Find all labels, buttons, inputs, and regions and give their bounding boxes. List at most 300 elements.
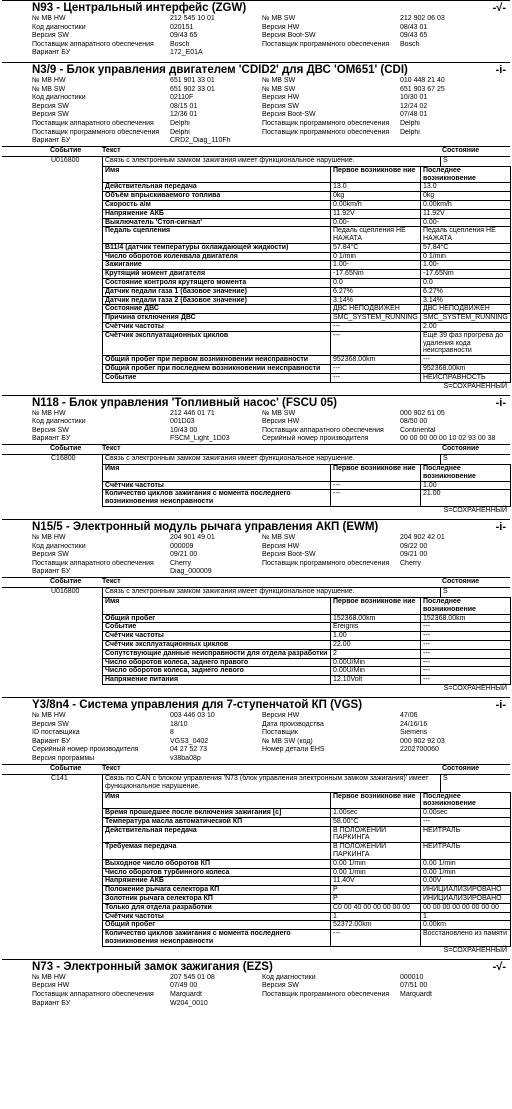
meta-label: Версия HW	[262, 418, 300, 426]
details-row	[103, 192, 511, 201]
detail-value: 2.00	[421, 323, 511, 332]
event-row	[2, 156, 510, 166]
details-row	[103, 903, 511, 912]
detail-value: 00 00 00 00 00 00 00 00	[421, 903, 511, 912]
detail-name: Датчик педали газа 1 (базовое значение)	[103, 287, 331, 296]
meta-row	[2, 410, 510, 419]
details-row	[103, 632, 511, 641]
detail-name: Счётчик частоты	[103, 323, 331, 332]
meta-value: v38ba08p	[170, 754, 201, 762]
event-row	[2, 774, 510, 792]
detail-name: Причина отключения ДВС	[103, 314, 331, 323]
meta-label: Серийный номер производителя	[262, 435, 369, 443]
meta-label: Вариант БУ	[32, 568, 71, 576]
detail-value: 0.00km	[421, 921, 511, 930]
detail-value: 11.92V	[331, 209, 421, 218]
meta-label: Поставщик аппаратного обеспечения	[32, 559, 154, 567]
meta-value: 000 902 92 03	[400, 737, 445, 745]
meta-value: Bosch	[400, 40, 420, 48]
detail-value: ---	[421, 640, 511, 649]
event-text: Связь с электронным замком зажигания имеет функциональное нарушение.	[102, 157, 440, 166]
meta-value: 207 545 01 08	[170, 973, 215, 981]
detail-value: P	[331, 895, 421, 904]
ecu-meta	[2, 974, 510, 1008]
details-row	[103, 243, 511, 252]
detail-value: ---	[421, 632, 511, 641]
details-row	[103, 877, 511, 886]
meta-value: 00 00 00 00 00 10 02 93 00 38	[400, 435, 496, 443]
event-state: S	[440, 157, 511, 166]
meta-label: № MB HW	[32, 409, 66, 417]
meta-row	[2, 15, 510, 24]
meta-value: 651 901 33 01	[170, 76, 215, 84]
saved-legend: S=СОХРАНЕННЫЙ	[443, 684, 507, 692]
detail-value: 0.00sec	[421, 809, 511, 818]
event-col-label: Событие	[50, 146, 82, 154]
meta-value: Cherry	[400, 559, 422, 567]
event-code: U016800	[51, 587, 80, 595]
details-row	[103, 279, 511, 288]
detail-value: ---	[331, 930, 421, 947]
event-col-label: Событие	[50, 577, 82, 585]
meta-row	[2, 551, 510, 560]
meta-value: Delphi	[400, 128, 420, 136]
detail-name: Действительная передача	[103, 826, 331, 843]
detail-value: ---	[421, 676, 511, 685]
meta-row	[2, 129, 510, 138]
details-row	[103, 200, 511, 209]
details-row	[103, 296, 511, 305]
detail-name: Количество циклов зажигания с момента последнего возникновения неисправности	[103, 930, 331, 947]
detail-name: Выходное число оборотов КП	[103, 859, 331, 868]
ecu-title: N73 - Электронный замок зажигания (EZS)	[32, 960, 273, 973]
meta-value: Marquardt	[170, 991, 202, 999]
detail-name: Общий пробег	[103, 614, 331, 623]
meta-row	[2, 729, 510, 738]
detail-value: 6.27%	[331, 287, 421, 296]
meta-row	[2, 86, 510, 95]
meta-label: Код диагностики	[32, 542, 86, 550]
meta-label: Вариант БУ	[32, 137, 71, 145]
meta-value: Delphi	[400, 119, 420, 127]
meta-value: 09/21 00	[400, 551, 428, 559]
meta-value: 02110F	[170, 94, 194, 102]
saved-legend: S=СОХРАНЕННЫЙ	[443, 946, 507, 954]
meta-row	[2, 427, 510, 436]
meta-row	[2, 120, 510, 129]
detail-value: НЕИСПРАВНОСТЬ	[421, 373, 511, 382]
meta-value: 204 902 42 01	[400, 534, 445, 541]
meta-value: Continental	[400, 426, 436, 434]
ecu-status-icon: -√-	[492, 960, 506, 973]
meta-label: Вариант БУ	[32, 49, 71, 57]
meta-value: 04 27 52 73	[170, 746, 207, 754]
meta-label: ID поставщика	[32, 729, 80, 737]
event-header	[2, 765, 510, 774]
detail-value: ---	[421, 623, 511, 632]
meta-row	[2, 560, 510, 569]
details-row	[103, 261, 511, 270]
details-row	[103, 227, 511, 244]
meta-value: 2202700060	[400, 746, 439, 754]
meta-row	[2, 568, 510, 577]
meta-label: Версия SW	[32, 32, 69, 40]
meta-label: Дата производства	[262, 720, 324, 728]
ecu-meta	[2, 410, 510, 444]
meta-value: 10/43 00	[170, 426, 198, 434]
meta-value: 09/22 00	[400, 542, 428, 550]
meta-row	[2, 24, 510, 33]
detail-value: НЕЙТРАЛЬ	[421, 843, 511, 860]
details-header-cell: Первое возникнове ние	[331, 597, 421, 614]
meta-row	[2, 77, 510, 86]
event-code: U016800	[51, 156, 80, 164]
details-row	[103, 921, 511, 930]
meta-value: 07/48 01	[400, 111, 428, 119]
detail-value: 0.00V	[421, 877, 511, 886]
meta-row	[2, 137, 510, 146]
meta-label: Номер детали EHS	[262, 746, 325, 754]
meta-label: Поставщик аппаратного обеспечения	[32, 119, 154, 127]
text-col-label: Текст	[102, 764, 121, 772]
ecu-meta	[2, 712, 510, 764]
meta-label: Версия SW	[32, 426, 69, 434]
details-row	[103, 270, 511, 279]
detail-name: Число оборотов коленвала двигателя	[103, 252, 331, 261]
details-table	[102, 792, 511, 947]
details-header-cell: Имя	[103, 166, 331, 183]
detail-name: Зажигание	[103, 261, 331, 270]
details-row	[103, 614, 511, 623]
detail-value: Ereignis	[331, 623, 421, 632]
details-row	[103, 356, 511, 365]
meta-value: VGS3_0402	[170, 737, 209, 745]
detail-value: ---	[331, 481, 421, 490]
ecu-section-header	[2, 959, 510, 974]
details-row	[103, 859, 511, 868]
detail-value: 0.00-	[331, 218, 421, 227]
meta-value: 10/30 01	[400, 94, 428, 102]
detail-name: Количество циклов зажигания с момента последнего возникновения неисправности	[103, 490, 331, 507]
meta-row	[2, 721, 510, 730]
meta-row	[2, 534, 510, 543]
meta-label: Версия SW	[32, 720, 69, 728]
details-row	[103, 667, 511, 676]
details-row	[103, 912, 511, 921]
details-row	[103, 287, 511, 296]
details-row	[103, 649, 511, 658]
event-col-label: Событие	[50, 445, 82, 453]
meta-label: Поставщик	[262, 729, 298, 737]
details-header-cell: Первое возникнове ние	[331, 166, 421, 183]
details-row	[103, 826, 511, 843]
detail-value: ---	[331, 365, 421, 374]
details-table	[102, 464, 511, 507]
meta-value: Delphi	[170, 119, 190, 127]
meta-label: № MB HW	[32, 15, 66, 22]
detail-name: Требуемая передача	[103, 843, 331, 860]
detail-value: 52372.00km	[331, 921, 421, 930]
details-row	[103, 623, 511, 632]
details-row	[103, 481, 511, 490]
meta-value: 47/06	[400, 711, 418, 719]
details-header-cell: Последнее возникновение	[421, 597, 511, 614]
meta-label: Поставщик программного обеспечения	[262, 40, 390, 48]
ecu-section	[2, 959, 510, 1012]
detail-name: Событие	[103, 373, 331, 382]
detail-value: P	[331, 886, 421, 895]
meta-label: Код диагностики	[262, 973, 316, 981]
detail-name: Температура масла автоматической КП	[103, 817, 331, 826]
meta-label: № MB HW	[32, 973, 66, 981]
ecu-section-header	[2, 519, 510, 534]
meta-value: 020151	[170, 23, 194, 31]
detail-value: 13.0	[421, 183, 511, 192]
detail-value: ---	[331, 323, 421, 332]
detail-value: Восстановлено из памяти	[421, 930, 511, 947]
detail-value: 0kg	[331, 192, 421, 201]
meta-value: 18/10	[170, 720, 188, 728]
meta-row	[2, 49, 510, 58]
details-header-cell: Имя	[103, 597, 331, 614]
detail-value: 0.00 1/min	[331, 859, 421, 868]
detail-name: Сопутствующие данные неисправности для отдела разработки	[103, 649, 331, 658]
detail-value: ---	[421, 356, 511, 365]
meta-label: Код диагностики	[32, 418, 86, 426]
detail-value: ---	[421, 649, 511, 658]
meta-label: Поставщик программного обеспечения	[32, 128, 160, 136]
details-row	[103, 930, 511, 947]
event-block	[2, 577, 510, 685]
meta-label: Код диагностики	[32, 23, 86, 31]
meta-label: Вариант БУ	[32, 999, 71, 1007]
detail-value: ---	[331, 331, 421, 355]
meta-label: № MB SW	[262, 15, 296, 22]
meta-value: 010 448 21 40	[400, 76, 445, 84]
details-row	[103, 640, 511, 649]
detail-value: 0.00-	[421, 218, 511, 227]
detail-name: Педаль сцепления	[103, 227, 331, 244]
meta-row	[2, 543, 510, 552]
ecu-section	[2, 0, 510, 62]
detail-name: Событие	[103, 623, 331, 632]
detail-name: Общий пробег	[103, 921, 331, 930]
details-row	[103, 676, 511, 685]
event-text: Связь с электронным замком зажигания имеет функциональное нарушение.	[102, 588, 440, 597]
meta-label: № MB SW	[262, 85, 296, 93]
meta-value: 09/43 65	[170, 32, 198, 40]
detail-value: SMC_SYSTEM_RUNNING	[421, 314, 511, 323]
detail-value: -17.65Nm	[421, 270, 511, 279]
meta-value: Marquardt	[400, 991, 432, 999]
meta-label: Поставщик программного обеспечения	[262, 128, 390, 136]
meta-row	[2, 435, 510, 444]
meta-value: 212 545 10 01	[170, 15, 215, 22]
detail-name: Только для отдела разработки	[103, 903, 331, 912]
detail-value: 11.92V	[421, 209, 511, 218]
meta-value: Siemens	[400, 729, 428, 737]
meta-label: № MB SW (код)	[262, 737, 313, 745]
event-state: S	[440, 588, 511, 597]
meta-value: 24/16/16	[400, 720, 428, 728]
meta-row	[2, 755, 510, 764]
meta-label: Версия HW	[32, 982, 70, 990]
details-row	[103, 658, 511, 667]
detail-value: НЕЙТРАЛЬ	[421, 826, 511, 843]
ecu-status-icon: -√-	[492, 2, 506, 14]
meta-label: Поставщик аппаратного обеспечения	[262, 426, 384, 434]
meta-row	[2, 982, 510, 991]
detail-value: 13.0	[331, 183, 421, 192]
meta-label: № MB SW	[262, 534, 296, 541]
ecu-status-icon: -i-	[495, 521, 506, 533]
text-col-label: Текст	[102, 445, 121, 453]
detail-value: 0.0	[331, 279, 421, 288]
detail-value: 21.00	[421, 490, 511, 507]
details-row	[103, 183, 511, 192]
meta-value: 212 446 01 71	[170, 409, 215, 417]
detail-name: Действительная передача	[103, 183, 331, 192]
meta-label: № MB SW	[262, 76, 296, 84]
event-text: Связь по CAN с блоком управления 'N73 (блок управления электронным замком зажигания)' имеет функциональное нарушение.	[102, 775, 440, 792]
meta-label: Поставщик аппаратного обеспечения	[32, 40, 154, 48]
detail-name: Крутящий момент двигателя	[103, 270, 331, 279]
state-col-label: Состояние	[442, 764, 480, 772]
meta-value: 212 902 06 03	[400, 15, 445, 22]
meta-value: 651 903 67 25	[400, 85, 445, 93]
ecu-section-header	[2, 62, 510, 77]
state-col-label: Состояние	[442, 146, 480, 154]
detail-name: Счётчик частоты	[103, 912, 331, 921]
details-row	[103, 305, 511, 314]
ecu-section	[2, 697, 510, 959]
detail-name: Золотник рычага селектора КП	[103, 895, 331, 904]
meta-row	[2, 32, 510, 41]
meta-value: W204_0010	[170, 999, 208, 1007]
detail-name: Счётчик частоты	[103, 481, 331, 490]
detail-value: 1	[421, 912, 511, 921]
detail-name: Состояние ДВС	[103, 305, 331, 314]
details-row	[103, 490, 511, 507]
meta-label: Версия Boot-SW	[262, 111, 316, 119]
details-header-cell: Последнее возникновение	[421, 465, 511, 482]
detail-name: Скорость а/м	[103, 200, 331, 209]
text-col-label: Текст	[102, 577, 121, 585]
event-code: C141	[51, 774, 68, 782]
detail-name: Число оборотов колеса, заднего левого	[103, 667, 331, 676]
meta-row	[2, 1000, 510, 1009]
ecu-meta	[2, 534, 510, 577]
detail-value: 3.14%	[331, 296, 421, 305]
details-row	[103, 323, 511, 332]
event-header	[2, 147, 510, 156]
meta-value: 000 902 61 05	[400, 409, 445, 417]
details-row	[103, 331, 511, 355]
detail-value: ---	[331, 490, 421, 507]
detail-name: Время прошедшее после включения зажигания [с]	[103, 809, 331, 818]
detail-name: Счётчик частоты	[103, 632, 331, 641]
detail-value: 0.00 1/min	[421, 859, 511, 868]
event-state: S	[440, 455, 511, 464]
meta-label: Версия Boot-SW	[262, 32, 316, 40]
detail-value: 1.00	[421, 481, 511, 490]
meta-value: 651 902 33 01	[170, 85, 215, 93]
ecu-title: N15/5 - Электронный модуль рычага управления АКП (EWM)	[32, 521, 379, 533]
ecu-status-icon: -i-	[495, 63, 506, 76]
details-row	[103, 843, 511, 860]
details-row	[103, 895, 511, 904]
event-code: C16800	[51, 455, 76, 463]
detail-value: 1.00	[331, 632, 421, 641]
ecu-section-header	[2, 697, 510, 712]
meta-label: Версия SW	[32, 111, 69, 119]
detail-value: 57.84°C	[331, 243, 421, 252]
detail-value: 952368.00km	[421, 365, 511, 374]
meta-value: FSCM_Light_1D03	[170, 435, 230, 443]
details-header-cell: Первое возникнове ние	[331, 465, 421, 482]
detail-value: 0 1/min	[421, 252, 511, 261]
meta-label: Версия HW	[262, 542, 300, 550]
details-header-cell: Последнее возникновение	[421, 792, 511, 809]
meta-row	[2, 974, 510, 983]
event-row	[2, 587, 510, 597]
meta-row	[2, 111, 510, 120]
meta-label: Версия SW	[262, 102, 299, 110]
text-col-label: Текст	[102, 146, 121, 154]
meta-label: Версия SW	[262, 982, 299, 990]
detail-value: SMC_SYSTEM_RUNNING	[331, 314, 421, 323]
event-row	[2, 454, 510, 464]
detail-value: ---	[421, 667, 511, 676]
detail-value: 0 1/min	[331, 252, 421, 261]
detail-value: 1.00sec	[331, 809, 421, 818]
detail-value: C0 00 40 00 00 00 00 00	[331, 903, 421, 912]
meta-value: Delphi	[170, 128, 190, 136]
details-row	[103, 209, 511, 218]
meta-value: 000010	[400, 973, 424, 981]
meta-label: Поставщик программного обеспечения	[262, 991, 390, 999]
detail-value: 2	[331, 649, 421, 658]
detail-value: ДВС НЕПОДВИЖЕН	[331, 305, 421, 314]
detail-value: ---	[421, 817, 511, 826]
details-header	[103, 597, 511, 614]
meta-value: 8	[170, 729, 174, 737]
ecu-title: N93 - Центральный интерфейс (ZGW)	[32, 2, 247, 14]
meta-value: 08/15 01	[170, 102, 198, 110]
meta-value: 003 446 03 10	[170, 711, 215, 719]
ecu-meta	[2, 77, 510, 146]
meta-label: Версия SW	[32, 551, 69, 559]
event-block	[2, 146, 510, 383]
meta-value: 172_E01A	[170, 49, 203, 57]
detail-value: 0.0	[421, 279, 511, 288]
meta-label: Поставщик программного обеспечения	[262, 119, 390, 127]
details-header-cell: Первое возникнове ние	[331, 792, 421, 809]
meta-value: Bosch	[170, 40, 190, 48]
detail-value: 12.10Volt	[331, 676, 421, 685]
meta-label: Серийный номер производителя	[32, 746, 139, 754]
meta-label: № MB HW	[32, 711, 66, 719]
details-row	[103, 365, 511, 374]
meta-value: 08/50 00	[400, 418, 428, 426]
detail-value: ИНИЦИАЛИЗИРОВАНО	[421, 895, 511, 904]
meta-label: № MB HW	[32, 534, 66, 541]
detail-name: Объём впрыскиваемого топлива	[103, 192, 331, 201]
meta-label: Версия HW	[262, 711, 300, 719]
detail-value: 1.00-	[421, 261, 511, 270]
detail-value: В ПОЛОЖЕНИИ ПАРКИНГА	[331, 826, 421, 843]
details-row	[103, 218, 511, 227]
